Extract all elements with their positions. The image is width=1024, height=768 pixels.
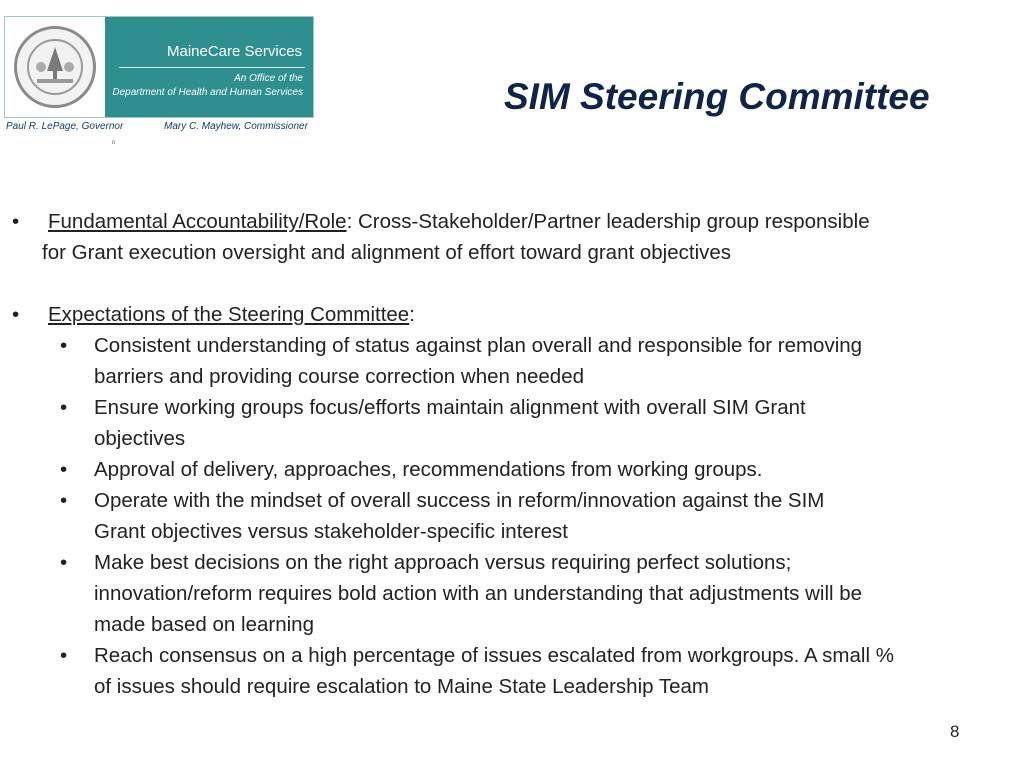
bullet-dot: • [12, 210, 20, 233]
sub-bullet-line: Operate with the mindset of overall success in reform/innovation against the SIM [94, 489, 825, 512]
sub-bullet-line: Grant objectives versus stakeholder-specific interest [94, 520, 568, 543]
org-subtitle-1: An Office of the [234, 73, 303, 84]
mainecare-logo [4, 16, 314, 118]
sub-bullet-line: of issues should require escalation to Maine State Leadership Team [94, 675, 709, 698]
bullet-accountability [12, 206, 1002, 268]
bullet-text: : Cross-Stakeholder/Partner leadership group responsible [346, 210, 870, 233]
sub-bullet-line: Make best decisions on the right approach versus requiring perfect solutions; [94, 551, 792, 574]
tiny-mark: n [112, 140, 116, 146]
logo-text [105, 17, 313, 117]
bullet-expectations [12, 299, 1002, 330]
maine-seal-icon [14, 26, 96, 108]
sub-bullet-line: objectives [94, 427, 186, 450]
bullet-dot: • [60, 551, 68, 574]
sub-bullet [60, 454, 1009, 485]
sub-bullet [60, 640, 1009, 702]
commissioner-caption: Mary C. Mayhew, Commissioner [164, 121, 308, 132]
sub-bullet-line: Consistent understanding of status against plan overall and responsible for removing [94, 334, 863, 357]
bullet-dot: • [60, 334, 68, 357]
bullet-line [42, 206, 1002, 237]
org-subtitle-2: Department of Health and Human Services [112, 87, 303, 98]
org-name: MaineCare Services [167, 43, 303, 60]
logo-divider [119, 67, 305, 68]
page-number: 8 [950, 722, 960, 741]
sub-bullet-line: Approval of delivery, approaches, recommendations from working groups. [94, 458, 763, 481]
seal-box [5, 17, 105, 117]
sub-bullet-line: made based on learning [94, 613, 314, 636]
sub-bullet-line: barriers and providing course correction when needed [94, 365, 585, 388]
bullet-heading: Fundamental Accountability/Role [48, 210, 347, 233]
slide-title: SIM Steering Committee [504, 76, 930, 117]
bullet-dot: • [60, 458, 68, 481]
bullet-dot: • [12, 303, 20, 326]
sub-bullet [60, 392, 1009, 454]
sub-bullet-line: Reach consensus on a high percentage of issues escalated from workgroups. A small % [94, 644, 894, 667]
bullet-heading: Expectations of the Steering Committee [48, 303, 410, 326]
bullet-text: : [409, 303, 415, 326]
bullet-dot: • [60, 396, 68, 419]
sub-bullet [60, 330, 1009, 392]
sub-bullet [60, 547, 1009, 640]
seal-graphic [25, 37, 85, 97]
bullet-line [42, 299, 1002, 330]
bullet-dot: • [60, 644, 68, 667]
bullet-dot: • [60, 489, 68, 512]
sub-bullet-line: innovation/reform requires bold action with an understanding that adjustments will be [94, 582, 863, 605]
bullet-line: for Grant execution oversight and alignment of effort toward grant objectives [42, 241, 732, 264]
governor-caption: Paul R. LePage, Governor [6, 121, 124, 132]
sub-bullet [60, 485, 1009, 547]
sub-bullet-line: Ensure working groups focus/efforts maintain alignment with overall SIM Grant [94, 396, 806, 419]
